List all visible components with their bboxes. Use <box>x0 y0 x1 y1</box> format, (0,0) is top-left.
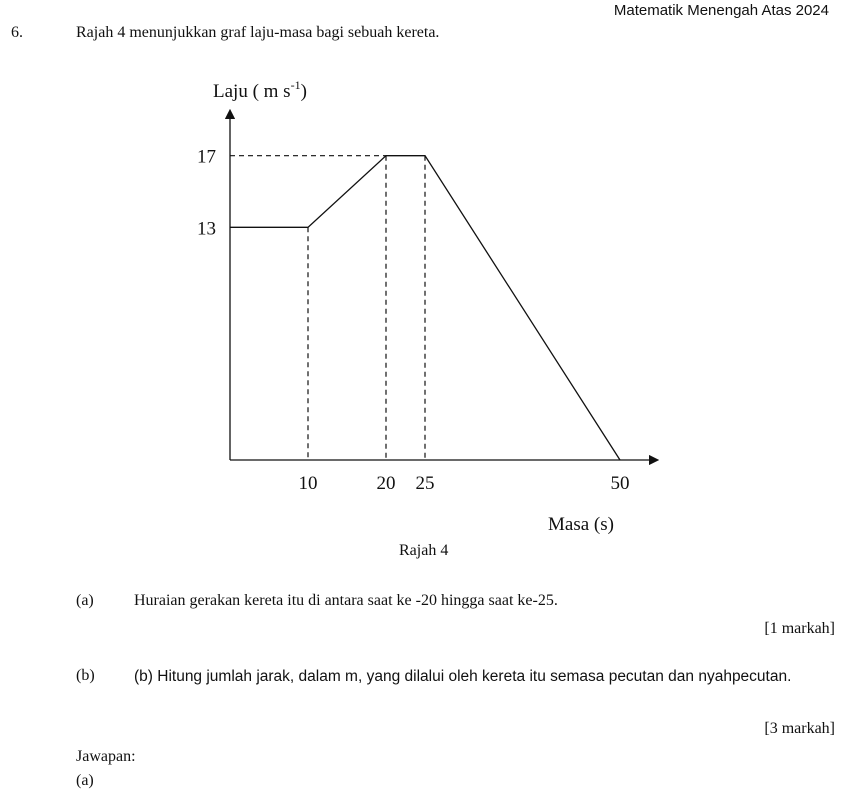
part-b-marks: [3 markah] <box>764 720 835 737</box>
part-a-text: Huraian gerakan kereta itu di antara saat ke -20 hingga saat ke-25. <box>134 592 558 609</box>
question-number: 6. <box>11 24 23 41</box>
y-tick-label: 13 <box>197 218 216 240</box>
y-axis-label-exponent: -1 <box>290 78 301 92</box>
part-a-marks: [1 markah] <box>764 620 835 637</box>
x-tick-label: 10 <box>298 473 318 494</box>
part-a-label: (a) <box>76 592 94 609</box>
x-tick-label: 50 <box>610 473 630 494</box>
page-header: Matematik Menengah Atas 2024 <box>613 2 829 19</box>
answer-heading: Jawapan: <box>76 748 136 765</box>
y-tick-label: 17 <box>197 146 216 168</box>
y-axis-label <box>213 78 307 102</box>
y-tick-labels <box>197 147 216 240</box>
reference-lines <box>230 156 425 460</box>
x-tick-label: 20 <box>376 473 396 494</box>
figure-caption: Rajah 4 <box>399 542 449 559</box>
x-axis-label: Masa (s) <box>548 514 614 535</box>
question-text: Rajah 4 menunjukkan graf laju-masa bagi sebuah kereta. <box>76 24 440 41</box>
x-tick-label: 25 <box>415 473 435 494</box>
part-b-text: (b) Hitung jumlah jarak, dalam m, yang dilalui oleh kereta itu semasa pecutan dan nyahpecutan. <box>134 668 792 685</box>
part-b-label: (b) <box>76 667 95 684</box>
y-axis-label-main: Laju ( m s <box>213 81 291 102</box>
answer-part-a-label: (a) <box>76 772 94 789</box>
y-axis-label-close: ) <box>300 81 307 102</box>
x-tick-labels <box>299 473 630 494</box>
